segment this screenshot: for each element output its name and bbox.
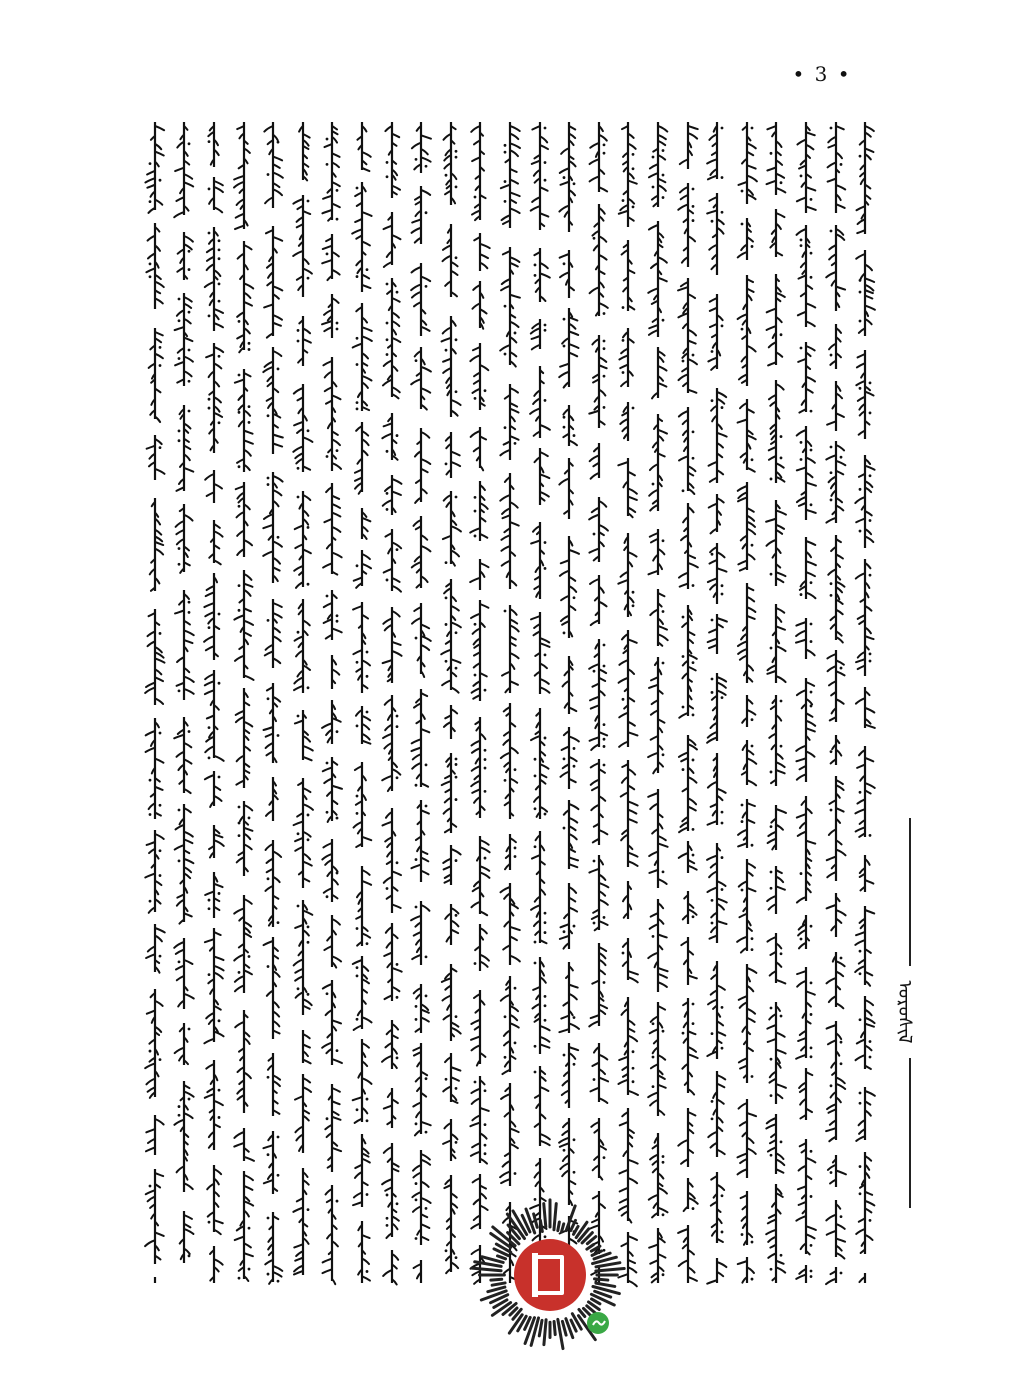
text-column <box>704 118 730 1288</box>
text-column <box>763 118 789 1288</box>
text-column <box>201 118 227 1288</box>
text-column <box>675 118 701 1288</box>
text-column <box>734 118 760 1288</box>
mini-program-code[interactable] <box>470 1195 630 1355</box>
text-column <box>793 118 819 1288</box>
text-column <box>290 118 316 1288</box>
text-column <box>142 118 168 1288</box>
text-column <box>586 118 612 1288</box>
text-column <box>319 118 345 1288</box>
text-column <box>497 118 523 1288</box>
text-column <box>823 118 849 1288</box>
text-column <box>349 118 375 1288</box>
text-column <box>615 118 641 1288</box>
header-rule-bottom <box>909 1058 911 1208</box>
header-rule-top <box>909 818 911 966</box>
text-column <box>527 118 553 1288</box>
text-column <box>467 118 493 1288</box>
page-number: • 3 • <box>792 62 852 86</box>
text-column <box>645 118 671 1288</box>
text-column <box>852 118 878 1288</box>
text-column <box>231 118 257 1288</box>
text-column <box>556 118 582 1288</box>
book-icon <box>532 1253 564 1297</box>
running-header-text: ᠣᠷᠣᠰᠢᠯ <box>894 980 916 1044</box>
running-header <box>893 968 927 1056</box>
text-column <box>379 118 405 1288</box>
text-column <box>260 118 286 1288</box>
text-column <box>408 118 434 1288</box>
mini-program-icon <box>587 1312 609 1334</box>
text-column <box>438 118 464 1288</box>
body-text <box>140 118 880 1288</box>
text-column <box>171 118 197 1288</box>
